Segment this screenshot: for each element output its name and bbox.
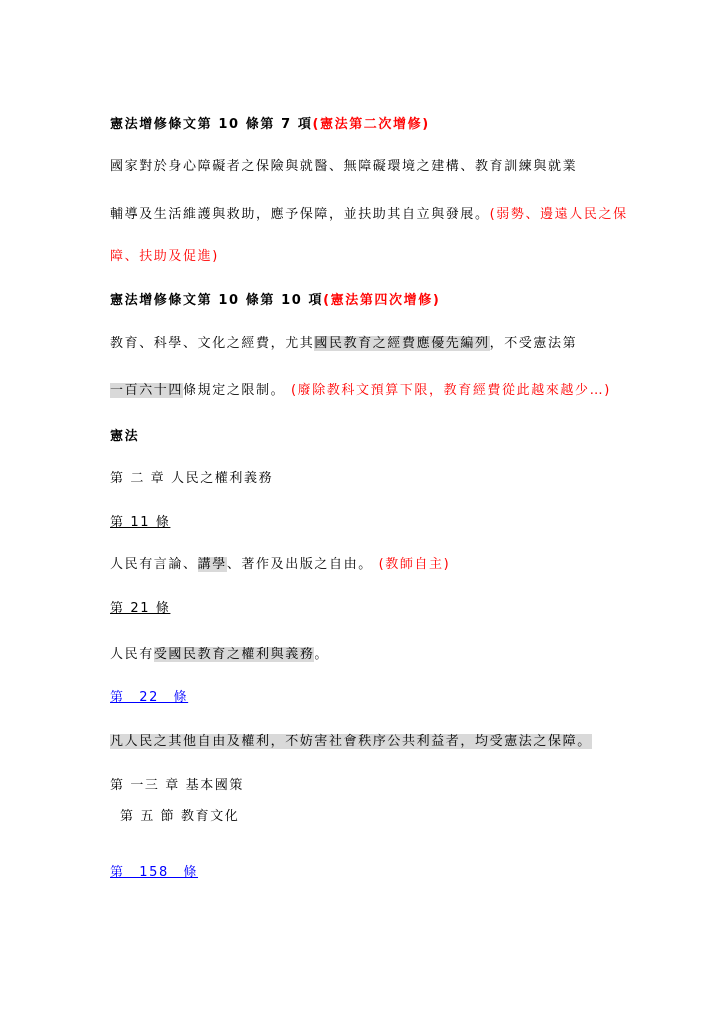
amendment-7-text-line-2 (110, 206, 628, 224)
article-11-heading: 第 11 條 (110, 515, 171, 530)
article-21-text (110, 646, 329, 664)
amendment-10-note: (憲法第四次增修) (323, 293, 441, 308)
article-21-highlight: 受國民教育之權利與義務 (153, 647, 315, 662)
amendment-10-text-line-2 (110, 382, 611, 400)
amendment-10-text-a: 教育、科學、文化之經費，尤其 (110, 336, 315, 351)
amendment-10-text-line-1 (110, 335, 577, 353)
amendment-10-highlight: 國民教育之經費應優先編列 (314, 336, 490, 351)
article-11-text-a: 人民有言論、 (110, 557, 198, 572)
article-158-link[interactable]: 第 158 條 (110, 865, 199, 880)
amendment-10-heading (110, 292, 440, 310)
amendment-7-text-line-1: 國家對於身心障礙者之保險與就醫、無障礙環境之建構、教育訓練與就業 (110, 159, 578, 174)
article-21-heading: 第 21 條 (110, 601, 171, 616)
section-5-heading: 第 五 節 教育文化 (120, 809, 240, 824)
constitution-heading: 憲法 (110, 429, 140, 444)
article-22-text (110, 733, 592, 751)
amendment-7-note: (憲法第二次增修) (312, 117, 430, 132)
article-21-text-a: 人民有 (110, 647, 154, 662)
amendment-7-comment-cont: 障、扶助及促進) (110, 249, 219, 264)
amendment-10-text-end: 條規定之限制。 (183, 383, 286, 398)
article-11-comment: (教師自主) (378, 557, 451, 572)
amendment-7-heading (110, 116, 430, 134)
article-21-text-c: 。 (314, 647, 330, 662)
chapter-13-heading: 第 一三 章 基本國策 (110, 778, 244, 793)
amendment-7-title: 憲法增修條文第 10 條第 7 項 (110, 117, 313, 132)
amendment-7-text-part: 輔導及生活維護與救助，應予保障，並扶助其自立與發展。 (110, 207, 490, 222)
article-11-highlight: 講學 (197, 557, 227, 572)
amendment-10-title: 憲法增修條文第 10 條第 10 項 (110, 293, 324, 308)
article-22-highlight: 凡人民之其他自由及權利，不妨害社會秩序公共利益者，均受憲法之保障。 (110, 734, 592, 749)
article-22-link[interactable]: 第 22 條 (110, 690, 189, 705)
chapter-2-heading: 第 二 章 人民之權利義務 (110, 471, 274, 486)
amendment-7-comment: (弱勢、邊遠人民之保 (489, 207, 628, 222)
amendment-10-text-c: ，不受憲法第 (489, 336, 578, 351)
amendment-10-comment: (廢除教科文預算下限，教育經費從此越來越少…) (290, 383, 611, 398)
article-11-text (110, 556, 450, 574)
amendment-10-article-ref: 一百六十四 (110, 383, 184, 398)
article-11-text-c: 、著作及出版之自由。 (226, 557, 373, 572)
